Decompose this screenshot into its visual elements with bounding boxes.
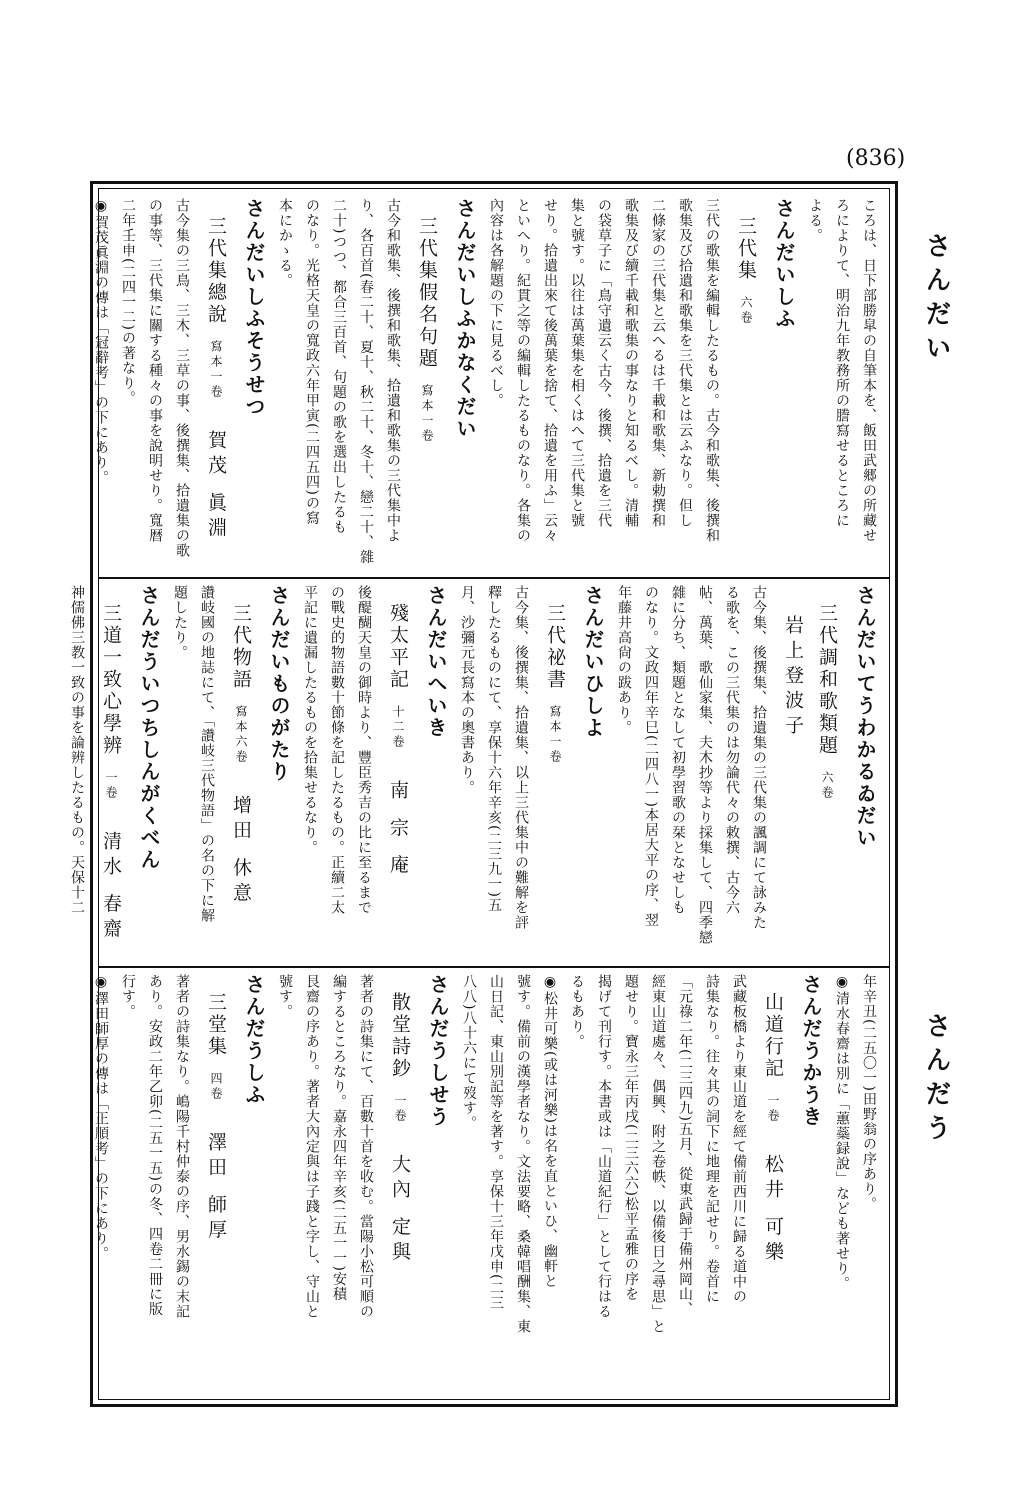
- entry-title-text: 三代調和歌類題: [816, 603, 838, 757]
- entry-heading: さんだいてうわかるゐだい: [853, 585, 877, 849]
- entry-author: 澤田 師厚: [205, 1132, 227, 1245]
- entry-title: [94, 585, 128, 955]
- entry-title: [381, 585, 415, 955]
- body-text-column: 內容は各解題の下に見るべし。: [488, 198, 504, 408]
- entry-volumes: 四卷: [209, 1072, 223, 1102]
- entry-author: 增田 休意: [230, 795, 252, 908]
- entry-author: 清水 春齋: [100, 831, 122, 944]
- entry-title: [199, 974, 233, 1394]
- entry-heading: さんだいひしよ: [581, 585, 605, 739]
- body-text-column: 八八)八十六にて歿す。: [461, 974, 477, 1131]
- entry-author: 松井 可樂: [762, 1154, 784, 1267]
- body-text-column: 帖、萬葉、歌仙家集、夫木抄等より採集して、四季戀: [697, 585, 713, 945]
- body-text-column: のなり。文政四年辛巳(二四八一)本居大平の序、翌: [643, 585, 659, 928]
- body-text-column: る歌を、この三代集のは勿論代々の敕撰、古今六: [724, 585, 740, 915]
- body-text-column: 讚岐國の地誌にて、「讚岐三代物語」の名の下に解: [199, 585, 215, 923]
- entry-author: 南 宗 庵: [387, 780, 409, 880]
- body-text-column: 神儒佛三教一致の事を論辨したるもの。天保十二: [69, 585, 85, 915]
- body-text-column: 山日記、東山別記等を著す。享保十三年戊申(二三: [488, 974, 504, 1311]
- entry-volumes: 六卷: [820, 771, 834, 801]
- entry-title-text: 殘太平記: [387, 603, 409, 691]
- entry-title-text: 三道一致心學辨: [100, 603, 122, 757]
- entry-volumes: 寫本一卷: [209, 340, 223, 400]
- body-text-column: せり。拾遺出來て後萬葉を捨て、拾遺を用ふ」云々: [542, 198, 558, 543]
- body-text-column: 武藏板橋より東山道を經て備前西川に歸る道中の: [731, 974, 747, 1304]
- entry-volumes: 一卷: [766, 1094, 780, 1124]
- body-text-column: 著者の詩集なり。嶋陽千村仲泰の序、男水錫の末記: [174, 974, 190, 1319]
- body-text-column: あり。安政二年乙卯(二五一五)の冬、四卷二冊に版: [147, 974, 163, 1317]
- body-text-column: 詩集なり。往々其の詞下に地理を記せり。卷首に: [704, 974, 720, 1304]
- entry-title-text: 三堂集: [205, 992, 227, 1058]
- section-bottom: [93, 974, 882, 1394]
- entry-title-text: 三代集: [735, 216, 757, 282]
- running-head-bottom: さんだう: [921, 1012, 951, 1148]
- body-text-column: 古今集の三鳥、三木、三草の事、後撰集、拾遺集の歌: [174, 198, 190, 558]
- entry-title: [776, 585, 844, 955]
- body-text-column: 題したり。: [172, 585, 188, 660]
- body-text-column: 月、沙彌元長寫本の奧書あり。: [459, 585, 475, 795]
- body-text-column: の事等、三代集に關する種々の事を說明せり。寬暦: [147, 198, 163, 543]
- body-text-column: 二年壬申(二四一二)の著なり。: [120, 198, 136, 406]
- body-text-column: 雜に分ち、類題となして初學習歌の栞となせしも: [670, 585, 686, 915]
- entry-volumes: 十二卷: [391, 705, 405, 750]
- entry-heading: さんだうかうき: [799, 974, 823, 1128]
- body-text-column: ◉賀茂眞淵の傳は「冠辭考」の下にあり。: [93, 198, 109, 485]
- body-text-column: 經東山道處々、偶興、附之卷帙、以備後日之尋思」と: [650, 974, 666, 1334]
- body-text-column: 集と號す。以往は萬葉集を相くはへて三代集と號: [569, 198, 585, 528]
- entry-title-text: 山道行記: [762, 992, 784, 1080]
- body-text-column: 二十)つつ、都合三百首、句題の歌を選出したるも: [331, 198, 347, 535]
- body-text-column: 揭げて刊行す。本書或は「山道紀行」として行はる: [596, 974, 612, 1319]
- body-text-column: ころは、日下部勝皐の自筆本を、飯田武郷の所藏せ: [861, 198, 877, 543]
- page-number: (836): [846, 146, 906, 171]
- section-top: [93, 198, 882, 568]
- body-text-column: 後醍醐天皇の御時より、豐臣秀吉の比に至るまで: [356, 585, 372, 915]
- section-divider: [98, 577, 890, 579]
- entry-author: 岩上登波子: [782, 615, 804, 740]
- body-text-column: 號す。: [277, 974, 293, 1019]
- entry-heading: さんだうしふ: [242, 974, 266, 1106]
- running-head-top: さんだい: [921, 232, 951, 368]
- body-text-column: のなり。光格天皇の寬政六年甲寅(二四五四)の寫: [304, 198, 320, 526]
- body-text-column: ◉澤田師厚の傳は「正順考」の下にあり。: [93, 974, 109, 1261]
- body-text-column: よる。: [807, 198, 823, 243]
- body-text-column: 二條家の三代集と云へるは千載和歌集、新勅撰和: [650, 198, 666, 528]
- body-text-column: 行す。: [120, 974, 136, 1019]
- section-divider: [98, 966, 890, 968]
- body-text-column: 古今集、後撰集、拾遺集、以上三代集中の難解を評: [513, 585, 529, 930]
- entry-volumes: 六卷: [739, 296, 753, 326]
- entry-heading: さんだういつちしんがくべん: [137, 585, 161, 871]
- body-text-column: 號す。備前の漢學者なり。文法要略、桑韓唱酬集、東: [515, 974, 531, 1334]
- entry-title-text: 散堂詩鈔: [389, 992, 411, 1080]
- body-text-column: 三代の歌集を編輯したるもの。古今和歌集、後撰和: [704, 198, 720, 543]
- entry-heading: さんだいへいき: [424, 585, 448, 739]
- body-text-column: 歌集及び續千載和歌集の事なりと知るべし。清輔: [623, 198, 639, 528]
- entry-heading: さんだいしふかなくだい: [453, 198, 477, 440]
- entry-volumes: 寫本一卷: [548, 705, 562, 765]
- body-text-column: 艮齋の序あり。著者大內定與は子踐と字し、守山と: [304, 974, 320, 1319]
- entry-title-text: 三代祕書: [544, 603, 566, 691]
- body-text-column: 題せり。寶永三年丙戌(二三六六)松平孟雅の序を: [623, 974, 639, 1302]
- entry-heading: さんだいしふ: [772, 198, 796, 330]
- body-text-column: の戰史的物語數十節條を記したるもの。正續二太: [329, 585, 345, 915]
- entry-volumes: 寫本一卷: [420, 384, 434, 444]
- body-text-column: 古今和歌集、後撰和歌集、拾遺和歌集の三代集中よ: [385, 198, 401, 543]
- body-text-column: 平記に遺漏したるものを拾集せるなり。: [302, 585, 318, 855]
- entry-heading: さんだいしふそうせつ: [242, 198, 266, 418]
- entry-heading: さんだうしせう: [426, 974, 450, 1128]
- body-text-column: 「元祿二年(二三四九)五月、從東武歸于備州岡山、: [677, 974, 693, 1317]
- body-text-column: ◉松井可樂(或は河樂)は名を直といひ、幽軒と: [542, 974, 558, 1289]
- entry-title: [224, 585, 258, 955]
- body-text-column: ◉清水春齋は別に「蕙蘂録說」なども著せり。: [834, 974, 850, 1291]
- entry-title-text: 三代物語: [230, 603, 252, 691]
- entry-author: 賀茂 眞淵: [205, 430, 227, 543]
- body-text-column: 古今集、後撰集、拾遺集の三代集の諷調にて詠みた: [751, 585, 767, 930]
- body-text-column: といへり。紀貫之等の編輯したるものなり。各集の: [515, 198, 531, 543]
- entry-title: [383, 974, 417, 1394]
- body-text-column: 年藤井高尙の跋あり。: [616, 585, 632, 735]
- entry-title-text: 三代集假名句題: [416, 216, 438, 370]
- entry-title: [410, 198, 444, 568]
- section-middle: [69, 585, 882, 955]
- body-text-column: 本にかゝる。: [277, 198, 293, 288]
- entry-title: [756, 974, 790, 1394]
- body-text-column: 釋したるものにて、享保十六年辛亥(二三九一)五: [486, 585, 502, 913]
- body-text-column: るもあり。: [569, 974, 585, 1049]
- entry-volumes: 寫本六卷: [234, 705, 248, 765]
- body-text-column: り、各百首(春二十、夏十、秋二十、冬十、戀二十、雜: [358, 198, 374, 565]
- body-text-column: の袋草子に「鳥守遺云く古今、後撰、拾遺を三代: [596, 198, 612, 528]
- entry-title: [199, 198, 233, 568]
- entry-volumes: 一卷: [104, 771, 118, 801]
- entry-volumes: 一卷: [393, 1094, 407, 1124]
- body-text-column: 年辛丑(二五〇一)田野翁の序あり。: [861, 974, 877, 1212]
- entry-heading: さんだいものがたり: [267, 585, 291, 783]
- entry-title: [538, 585, 572, 955]
- body-text-column: ろによりて、明治九年教務所の謄寫せるところに: [834, 198, 850, 528]
- entry-author: 大內 定與: [389, 1154, 411, 1267]
- entry-title: [729, 198, 763, 568]
- body-text-column: 編するところなり。嘉永四年辛亥(二五一一)安積: [331, 974, 347, 1302]
- body-text-column: 歌集及び拾遺和歌集を三代集とは云ふなり。但し: [677, 198, 693, 528]
- body-text-column: 著者の詩集にて、百數十首を收む。當陽小松可順の: [358, 974, 374, 1319]
- entry-title-text: 三代集總說: [205, 216, 227, 326]
